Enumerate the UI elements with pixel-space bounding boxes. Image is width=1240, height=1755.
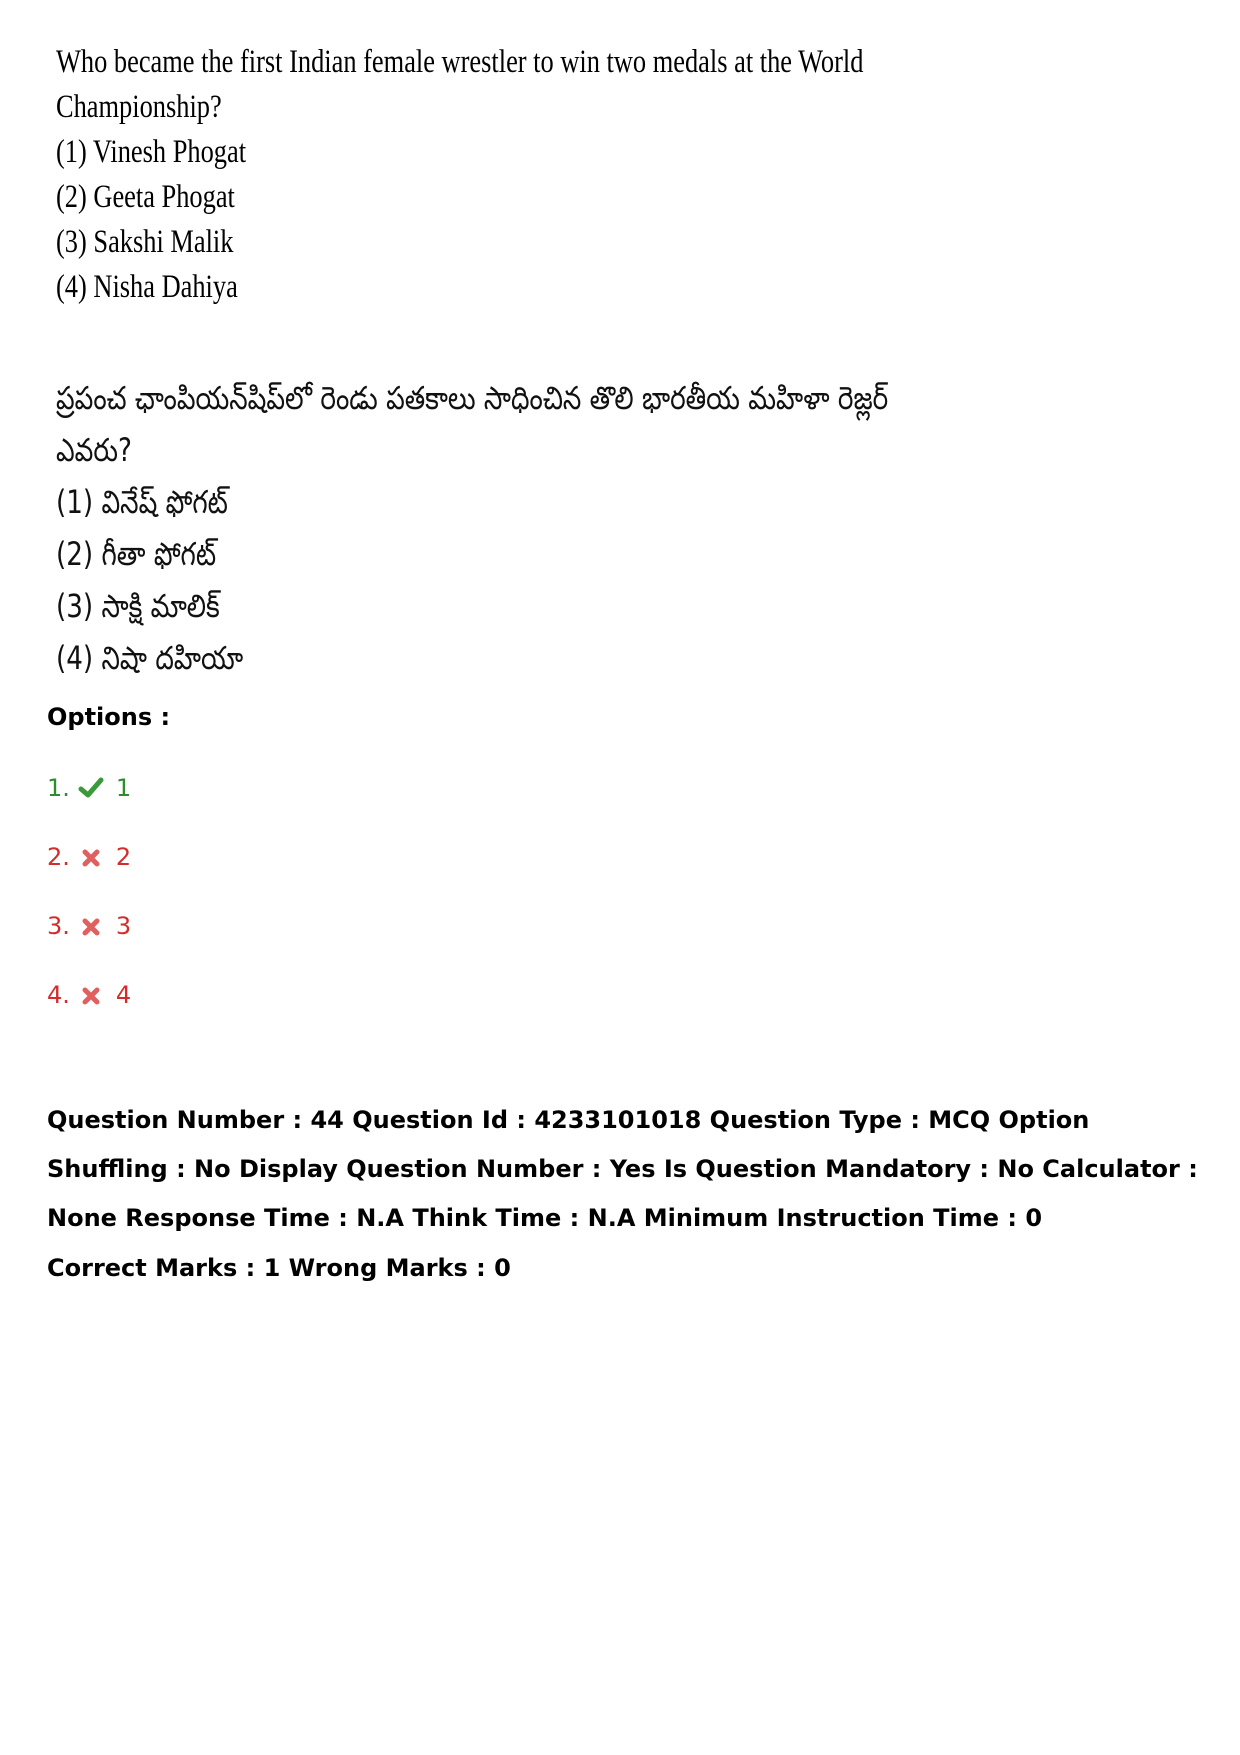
option-2 (47, 843, 131, 871)
option-3 (47, 912, 131, 940)
option-value: 3 (115, 912, 132, 940)
cross-icon (78, 844, 104, 870)
question-en-choice: (1) Vinesh Phogat (56, 134, 247, 170)
question-en-choice: (3) Sakshi Malik (56, 224, 234, 260)
marks-info: Correct Marks : 1 Wrong Marks : 0 (47, 1254, 511, 1282)
question-te-choice: (4) నిషా దహియా (56, 639, 244, 677)
question-en-choice: (4) Nisha Dahiya (56, 269, 238, 305)
option-value: 4 (115, 981, 132, 1009)
question-en-line: Who became the first Indian female wrestler to win two medals at the World (56, 44, 864, 80)
question-metadata: Question Number : 44 Question Id : 4233101018 Question Type : MCQ Option Shuffling : No Display Question Number : Yes Is Question Mandatory : No Calculator : None Response Time : N.A Think Time : N.A Minimum Instruction Time : 0 (47, 1106, 1198, 1232)
question-te-choice: (3) సాక్షి మాలిక్ (56, 587, 220, 625)
question-en-choice: (2) Geeta Phogat (56, 179, 235, 215)
cross-icon (78, 913, 104, 939)
question-english (56, 40, 956, 310)
option-value: 1 (115, 774, 132, 802)
option-number: 3. (47, 912, 70, 940)
question-en-line: Championship? (56, 89, 222, 125)
question-te-choice: (1) వినేష్ ఫోగట్ (56, 483, 228, 521)
option-number: 1. (47, 774, 70, 802)
option-1 (47, 774, 131, 802)
option-4 (47, 981, 131, 1009)
option-value: 2 (115, 843, 132, 871)
check-icon (78, 775, 104, 801)
question-te-line: ఎవరు? (56, 431, 132, 469)
question-te-line: ప్రపంచ ఛాంపియన్‌షిప్‌లో రెండు పతకాలు సాధించిన తొలి భారతీయ మహిళా రెజ్లర్ (56, 379, 889, 417)
option-number: 4. (47, 981, 70, 1009)
cross-icon (78, 982, 104, 1008)
question-telugu (56, 372, 1040, 684)
option-number: 2. (47, 843, 70, 871)
question-te-choice: (2) గీతా ఫోగట్ (56, 535, 217, 573)
options-label: Options : (47, 703, 171, 731)
